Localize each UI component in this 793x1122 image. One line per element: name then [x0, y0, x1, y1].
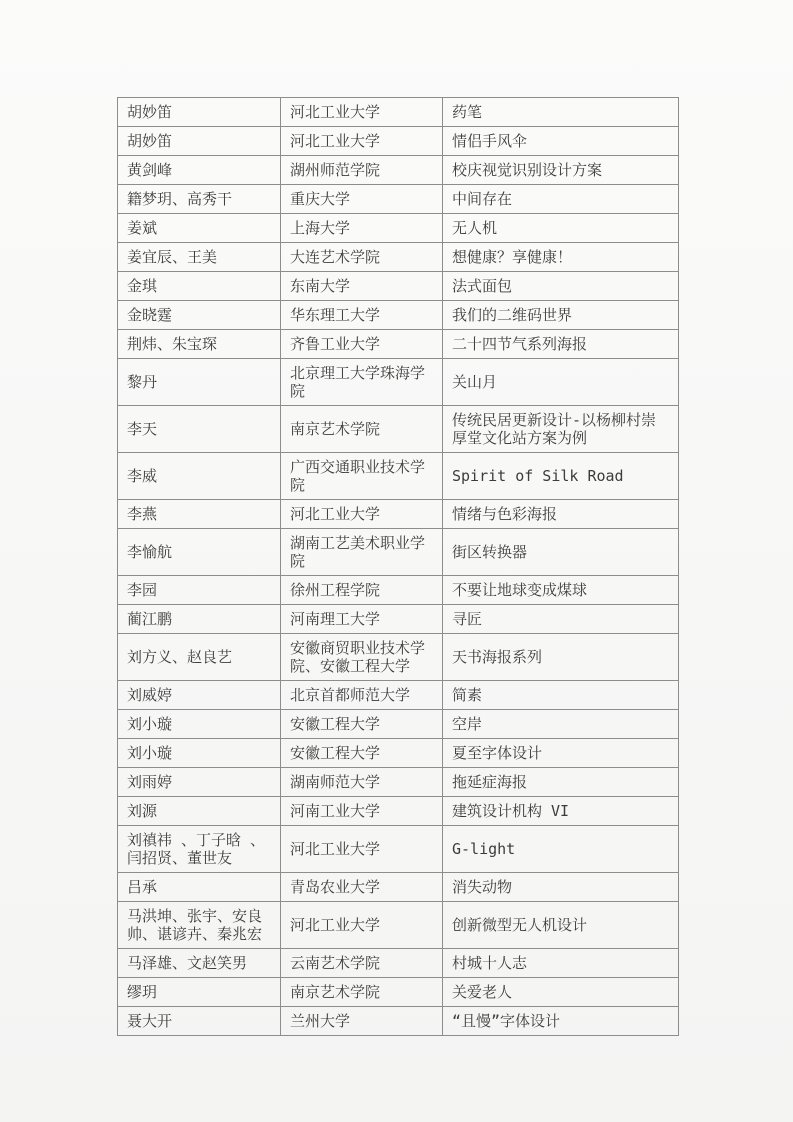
work-title-cell: 二十四节气系列海报 — [443, 330, 679, 359]
author-cell: 吕承 — [118, 873, 281, 902]
table-row — [118, 739, 679, 768]
university-cell: 河南理工大学 — [281, 605, 443, 634]
table-row — [118, 185, 679, 214]
work-title-cell: 我们的二维码世界 — [443, 301, 679, 330]
work-title-cell: 情绪与色彩海报 — [443, 500, 679, 529]
table-row — [118, 156, 679, 185]
work-title-cell: 空岸 — [443, 710, 679, 739]
author-cell: 姜斌 — [118, 214, 281, 243]
work-title-cell: 校庆视觉识别设计方案 — [443, 156, 679, 185]
university-cell: 东南大学 — [281, 272, 443, 301]
table-row — [118, 500, 679, 529]
work-title-cell: 想健康？享健康！ — [443, 243, 679, 272]
table-row — [118, 98, 679, 127]
university-cell: 重庆大学 — [281, 185, 443, 214]
entries-table — [117, 97, 679, 1036]
author-cell: 李天 — [118, 406, 281, 453]
author-cell: 李愉航 — [118, 529, 281, 576]
table-row — [118, 576, 679, 605]
author-cell: 黄剑峰 — [118, 156, 281, 185]
table-row — [118, 949, 679, 978]
work-title-cell: 药笔 — [443, 98, 679, 127]
university-cell: 兰州大学 — [281, 1007, 443, 1036]
university-cell: 上海大学 — [281, 214, 443, 243]
author-cell: 李园 — [118, 576, 281, 605]
table-row — [118, 873, 679, 902]
table-row — [118, 330, 679, 359]
university-cell: 安徽商贸职业技术学院、安徽工程大学 — [281, 634, 443, 681]
author-cell: 荆炜、朱宝琛 — [118, 330, 281, 359]
table-row — [118, 681, 679, 710]
table-row — [118, 634, 679, 681]
author-cell: 刘雨婷 — [118, 768, 281, 797]
university-cell: 湖南工艺美术职业学院 — [281, 529, 443, 576]
work-title-cell: 拖延症海报 — [443, 768, 679, 797]
university-cell: 广西交通职业技术学院 — [281, 453, 443, 500]
author-cell: 缪玥 — [118, 978, 281, 1007]
author-cell: 刘方义、赵良艺 — [118, 634, 281, 681]
table-row — [118, 529, 679, 576]
work-title-cell: 法式面包 — [443, 272, 679, 301]
table-row — [118, 243, 679, 272]
table-row — [118, 406, 679, 453]
author-cell: 刘禛祎 、丁子晗 、闫招贤、董世友 — [118, 826, 281, 873]
work-title-cell: 村城十人志 — [443, 949, 679, 978]
university-cell: 安徽工程大学 — [281, 739, 443, 768]
author-cell: 马洪坤、张宇、安良帅、谌谚卉、秦兆宏 — [118, 902, 281, 949]
table-row — [118, 768, 679, 797]
table-row — [118, 902, 679, 949]
table-row — [118, 1007, 679, 1036]
author-cell: 蔺江鹏 — [118, 605, 281, 634]
table-row — [118, 214, 679, 243]
table-row — [118, 605, 679, 634]
author-cell: 刘源 — [118, 797, 281, 826]
university-cell: 河北工业大学 — [281, 98, 443, 127]
work-title-cell: 建筑设计机构 VI — [443, 797, 679, 826]
author-cell: 姜宜辰、王美 — [118, 243, 281, 272]
work-title-cell: 中间存在 — [443, 185, 679, 214]
table-row — [118, 453, 679, 500]
work-title-cell: 寻匠 — [443, 605, 679, 634]
university-cell: 齐鲁工业大学 — [281, 330, 443, 359]
table-row — [118, 710, 679, 739]
entries-table-body — [118, 98, 679, 1036]
university-cell: 湖州师范学院 — [281, 156, 443, 185]
work-title-cell: 创新微型无人机设计 — [443, 902, 679, 949]
table-row — [118, 826, 679, 873]
work-title-cell: 情侣手风伞 — [443, 127, 679, 156]
author-cell: 李燕 — [118, 500, 281, 529]
university-cell: 华东理工大学 — [281, 301, 443, 330]
author-cell: 刘小璇 — [118, 710, 281, 739]
work-title-cell: 夏至字体设计 — [443, 739, 679, 768]
university-cell: 徐州工程学院 — [281, 576, 443, 605]
author-cell: 刘小璇 — [118, 739, 281, 768]
work-title-cell: 天书海报系列 — [443, 634, 679, 681]
university-cell: 河北工业大学 — [281, 500, 443, 529]
university-cell: 北京理工大学珠海学院 — [281, 359, 443, 406]
author-cell: 胡妙笛 — [118, 127, 281, 156]
university-cell: 河北工业大学 — [281, 127, 443, 156]
university-cell: 大连艺术学院 — [281, 243, 443, 272]
author-cell: 聂大开 — [118, 1007, 281, 1036]
university-cell: 河北工业大学 — [281, 826, 443, 873]
work-title-cell: 关山月 — [443, 359, 679, 406]
table-row — [118, 301, 679, 330]
work-title-cell: 无人机 — [443, 214, 679, 243]
work-title-cell: G-light — [443, 826, 679, 873]
author-cell: 李威 — [118, 453, 281, 500]
university-cell: 湖南师范大学 — [281, 768, 443, 797]
work-title-cell: 传统民居更新设计-以杨柳村崇厚堂文化站方案为例 — [443, 406, 679, 453]
table-row — [118, 797, 679, 826]
author-cell: 刘威婷 — [118, 681, 281, 710]
university-cell: 河南工业大学 — [281, 797, 443, 826]
university-cell: 安徽工程大学 — [281, 710, 443, 739]
work-title-cell: 消失动物 — [443, 873, 679, 902]
author-cell: 籍梦玥、高秀干 — [118, 185, 281, 214]
table-row — [118, 978, 679, 1007]
work-title-cell: Spirit of Silk Road — [443, 453, 679, 500]
author-cell: 胡妙笛 — [118, 98, 281, 127]
university-cell: 青岛农业大学 — [281, 873, 443, 902]
university-cell: 北京首都师范大学 — [281, 681, 443, 710]
author-cell: 金琪 — [118, 272, 281, 301]
author-cell: 马泽雄、文赵笑男 — [118, 949, 281, 978]
university-cell: 南京艺术学院 — [281, 406, 443, 453]
work-title-cell: 简素 — [443, 681, 679, 710]
work-title-cell: “且慢”字体设计 — [443, 1007, 679, 1036]
table-row — [118, 127, 679, 156]
table-row — [118, 359, 679, 406]
author-cell: 金晓霆 — [118, 301, 281, 330]
author-cell: 黎丹 — [118, 359, 281, 406]
table-row — [118, 272, 679, 301]
university-cell: 河北工业大学 — [281, 902, 443, 949]
university-cell: 云南艺术学院 — [281, 949, 443, 978]
work-title-cell: 街区转换器 — [443, 529, 679, 576]
university-cell: 南京艺术学院 — [281, 978, 443, 1007]
work-title-cell: 关爱老人 — [443, 978, 679, 1007]
work-title-cell: 不要让地球变成煤球 — [443, 576, 679, 605]
